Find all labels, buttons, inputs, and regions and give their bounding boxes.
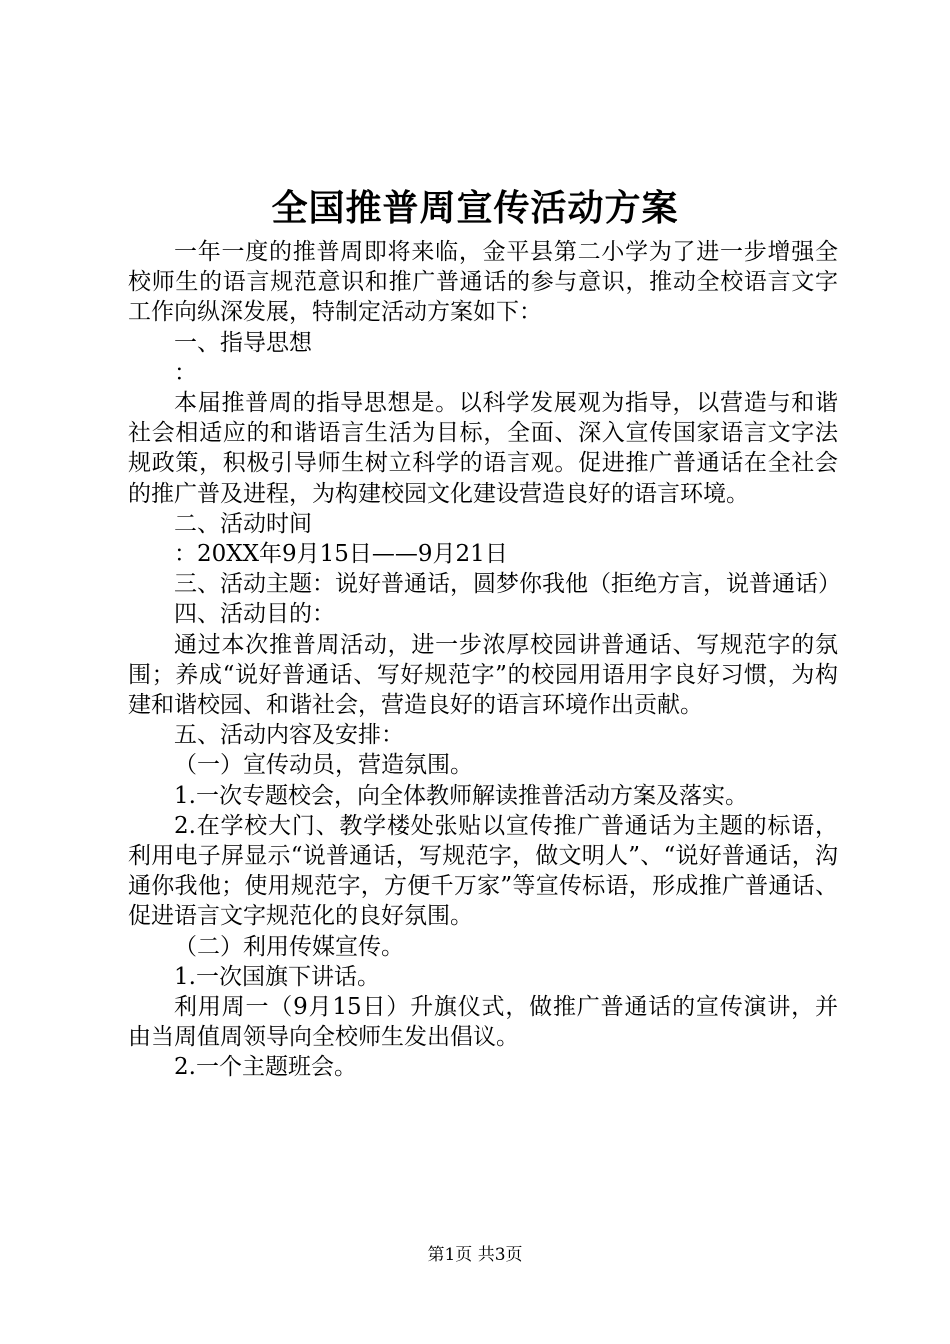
- page-footer: 第1页 共3页: [427, 1245, 523, 1265]
- heading-guiding-thought: 一、指导思想: [174, 329, 312, 356]
- document-body: [128, 237, 841, 1083]
- heading-activity-purpose: 四、活动目的：: [174, 601, 335, 628]
- list-item-2: 2.在学校大门、教学楼处张贴以宣传推广普通话为主题的标语，利用电子屏显示“说普通话，写规范字，做文明人”、“说好普通话，沟通你我他；使用规范字，方便千万家”等宣传标语，形成推广普通话、促进语言文字规范化的良好氛围。: [128, 812, 838, 930]
- heading-activity-time: 二、活动时间: [174, 510, 312, 537]
- list-item-class-meeting: 2.一个主题班会。: [174, 1054, 357, 1081]
- heading-activity-content: 五、活动内容及安排：: [174, 722, 404, 749]
- subheading-publicity: （一）宣传动员，营造氛围。: [174, 752, 473, 779]
- subheading-media: （二）利用传媒宣传。: [174, 933, 404, 960]
- paragraph-activity-time: ：20XX年9月15日——9月21日: [174, 541, 508, 568]
- document-title: 全国推普周宣传活动方案: [271, 187, 679, 229]
- list-item-flag-speech: 1.一次国旗下讲话。: [174, 963, 380, 990]
- paragraph-colon: ：: [174, 359, 197, 386]
- paragraph-intro: 一年一度的推普周即将来临，金平县第二小学为了进一步增强全校师生的语言规范意识和推广普通话的参与意识，推动全校语言文字工作向纵深发展，特制定活动方案如下：: [128, 239, 838, 326]
- list-item-1: 1.一次专题校会，向全体教师解读推普活动方案及落实。: [174, 782, 748, 809]
- heading-activity-theme: 三、活动主题：说好普通话，圆梦你我他（拒绝方言，说普通话）: [174, 571, 841, 598]
- paragraph-activity-purpose: 通过本次推普周活动，进一步浓厚校园讲普通话、写规范字的氛围；养成“说好普通话、写好规范字”的校园用语用字良好习惯，为构建和谐校园、和谐社会，营造良好的语言环境作出贡献。: [128, 631, 838, 719]
- paragraph-flag-ceremony: 利用周一（9月15日）升旗仪式，做推广普通话的宣传演讲，并由当周值周领导向全校师生发出倡议。: [128, 994, 838, 1051]
- paragraph-guiding-thought: 本届推普周的指导思想是。以科学发展观为指导，以营造与和谐社会相适应的和谐语言生活为目标，全面、深入宣传国家语言文字法规政策，积极引导师生树立科学的语言观。促进推广普通话在全社会的推广普及进程，为构建校园文化建设营造良好的语言环境。: [128, 390, 838, 507]
